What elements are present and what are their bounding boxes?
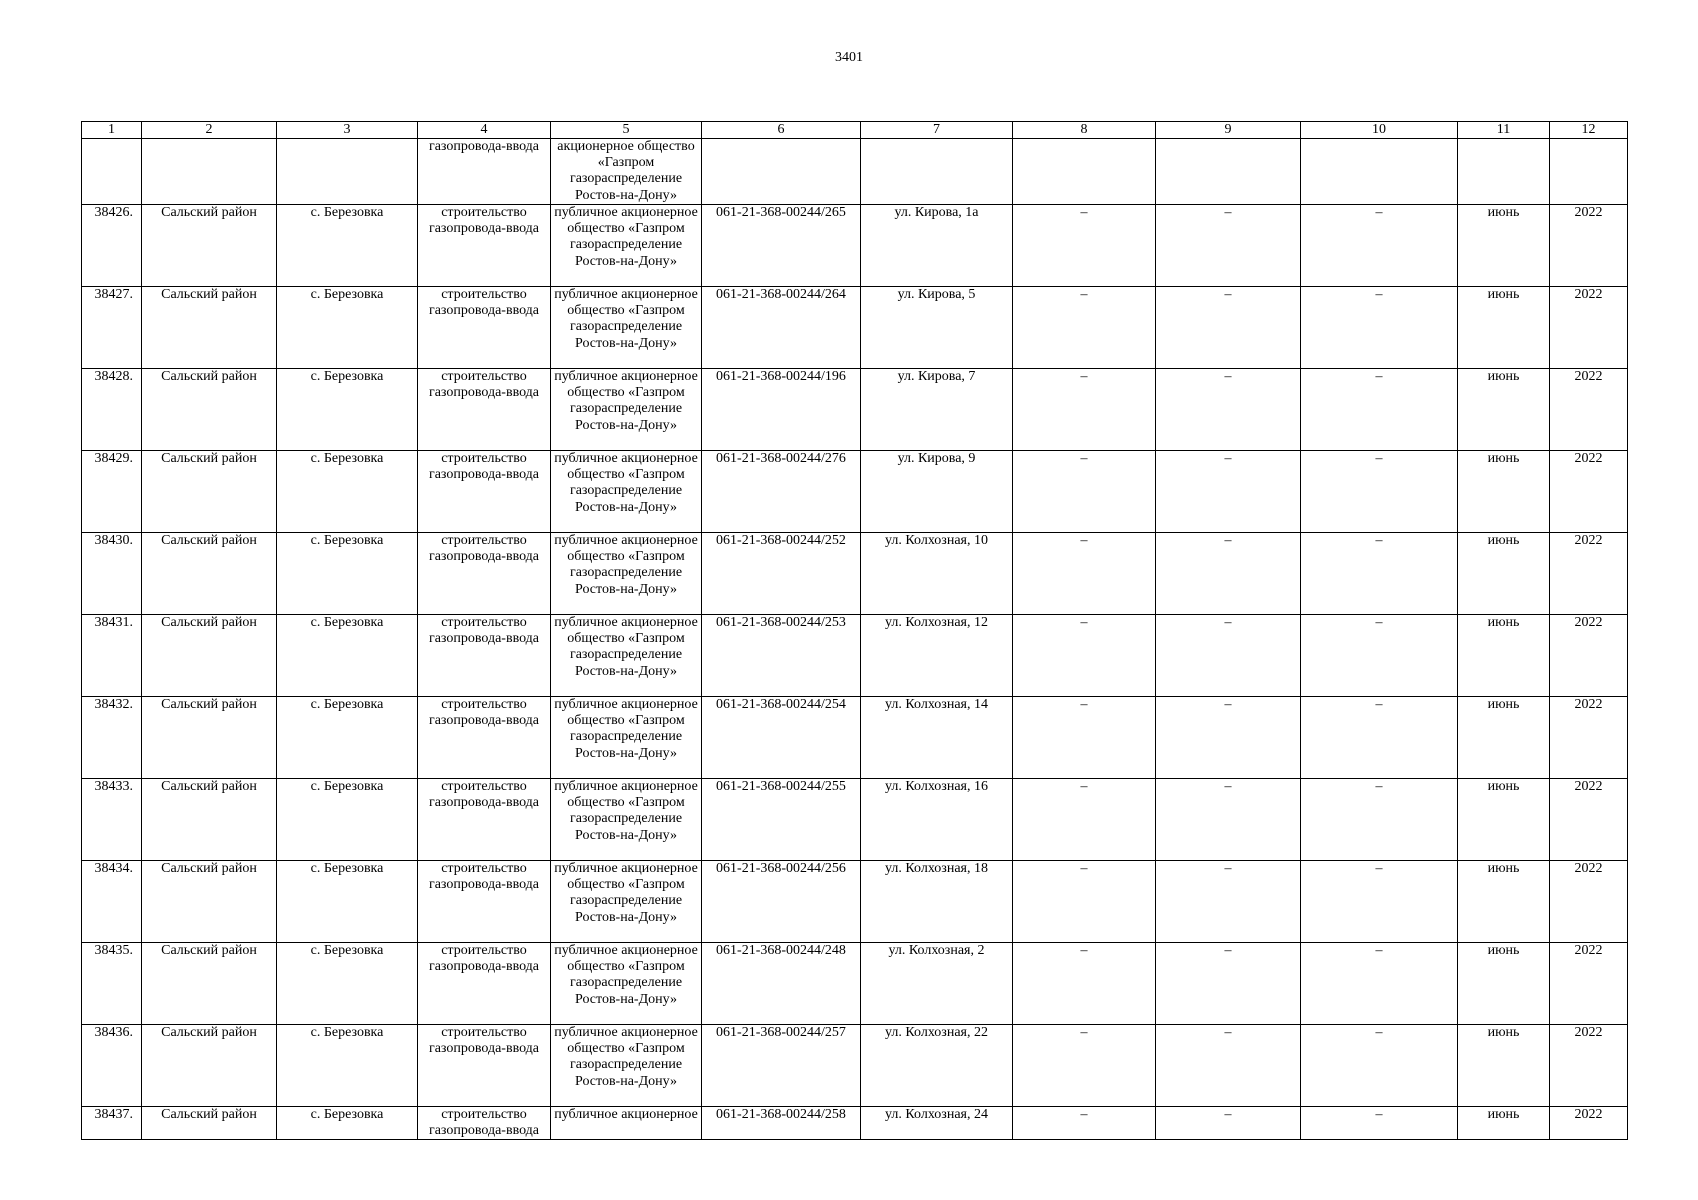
cell-registration-code: 061-21-368-00244/256 xyxy=(702,861,861,943)
column-header: 5 xyxy=(551,122,702,139)
cell-work: строительство газопровода-ввода xyxy=(418,205,551,287)
cell-district: Сальский район xyxy=(142,1025,277,1107)
table-row xyxy=(82,1107,1628,1140)
cell-registration-code: 061-21-368-00244/254 xyxy=(702,697,861,779)
cell-locality: с. Березовка xyxy=(277,451,418,533)
cell-address: ул. Кирова, 7 xyxy=(861,369,1013,451)
column-header: 6 xyxy=(702,122,861,139)
column-header: 12 xyxy=(1550,122,1628,139)
cell-work: строительство газопровода-ввода xyxy=(418,369,551,451)
cell-col8: – xyxy=(1013,451,1156,533)
cell-number: 38434. xyxy=(82,861,142,943)
cell-work: строительство газопровода-ввода xyxy=(418,943,551,1025)
cell-registration-code: 061-21-368-00244/258 xyxy=(702,1107,861,1140)
cell-empty xyxy=(277,139,418,205)
column-header: 3 xyxy=(277,122,418,139)
cell-work: строительство газопровода-ввода xyxy=(418,1107,551,1140)
column-header: 8 xyxy=(1013,122,1156,139)
cell-locality: с. Березовка xyxy=(277,861,418,943)
cell-registration-code: 061-21-368-00244/248 xyxy=(702,943,861,1025)
cell-district: Сальский район xyxy=(142,369,277,451)
cell-col9: – xyxy=(1156,205,1301,287)
cell-registration-code: 061-21-368-00244/252 xyxy=(702,533,861,615)
cell-organization: публичное акционерное общество «Газпром газораспределение Ростов-на-Дону» xyxy=(551,1025,702,1107)
cell-address: ул. Кирова, 1а xyxy=(861,205,1013,287)
table-row xyxy=(82,205,1628,287)
cell-organization: публичное акционерное общество «Газпром газораспределение Ростов-на-Дону» xyxy=(551,205,702,287)
cell-col9: – xyxy=(1156,779,1301,861)
cell-registration-code: 061-21-368-00244/255 xyxy=(702,779,861,861)
column-header: 4 xyxy=(418,122,551,139)
cell-work: строительство газопровода-ввода xyxy=(418,533,551,615)
cell-district: Сальский район xyxy=(142,861,277,943)
cell-district: Сальский район xyxy=(142,615,277,697)
cell-month: июнь xyxy=(1458,615,1550,697)
cell-organization: публичное акционерное общество «Газпром газораспределение Ростов-на-Дону» xyxy=(551,287,702,369)
cell-col9: – xyxy=(1156,615,1301,697)
cell-col8: – xyxy=(1013,861,1156,943)
table-row xyxy=(82,779,1628,861)
cell-col8: – xyxy=(1013,1025,1156,1107)
cell-work: строительство газопровода-ввода xyxy=(418,697,551,779)
cell-col10: – xyxy=(1301,1025,1458,1107)
cell-col8: – xyxy=(1013,533,1156,615)
cell-col8: – xyxy=(1013,1107,1156,1140)
cell-number: 38431. xyxy=(82,615,142,697)
cell-empty xyxy=(702,139,861,205)
cell-empty xyxy=(1013,139,1156,205)
cell-empty xyxy=(1156,139,1301,205)
table-row xyxy=(82,943,1628,1025)
table-row xyxy=(82,697,1628,779)
cell-month: июнь xyxy=(1458,779,1550,861)
cell-work: строительство газопровода-ввода xyxy=(418,451,551,533)
cell-month: июнь xyxy=(1458,1025,1550,1107)
cell-locality: с. Березовка xyxy=(277,369,418,451)
cell-number: 38432. xyxy=(82,697,142,779)
table-row xyxy=(82,615,1628,697)
cell-registration-code: 061-21-368-00244/264 xyxy=(702,287,861,369)
table-row xyxy=(82,369,1628,451)
column-number-row xyxy=(82,122,1628,139)
register-table xyxy=(81,121,1628,1140)
table-row xyxy=(82,533,1628,615)
cell-locality: с. Березовка xyxy=(277,615,418,697)
cell-empty xyxy=(82,139,142,205)
column-header: 2 xyxy=(142,122,277,139)
cell-year: 2022 xyxy=(1550,1025,1628,1107)
cell-registration-code: 061-21-368-00244/257 xyxy=(702,1025,861,1107)
column-header: 11 xyxy=(1458,122,1550,139)
cell-month: июнь xyxy=(1458,533,1550,615)
cell-district: Сальский район xyxy=(142,451,277,533)
cell-empty xyxy=(142,139,277,205)
cell-organization: публичное акционерное общество «Газпром газораспределение Ростов-на-Дону» xyxy=(551,451,702,533)
cell-col10: – xyxy=(1301,615,1458,697)
cell-col9: – xyxy=(1156,451,1301,533)
cell-organization: акционерное общество «Газпром газораспределение Ростов-на-Дону» xyxy=(551,139,702,205)
cell-empty xyxy=(1301,139,1458,205)
cell-address: ул. Колхозная, 10 xyxy=(861,533,1013,615)
cell-address: ул. Колхозная, 18 xyxy=(861,861,1013,943)
cell-col10: – xyxy=(1301,779,1458,861)
table-row-continuation xyxy=(82,139,1628,205)
cell-year: 2022 xyxy=(1550,451,1628,533)
cell-month: июнь xyxy=(1458,1107,1550,1140)
cell-work: строительство газопровода-ввода xyxy=(418,615,551,697)
cell-number: 38427. xyxy=(82,287,142,369)
cell-year: 2022 xyxy=(1550,205,1628,287)
cell-number: 38435. xyxy=(82,943,142,1025)
cell-col9: – xyxy=(1156,1025,1301,1107)
cell-col10: – xyxy=(1301,943,1458,1025)
cell-year: 2022 xyxy=(1550,1107,1628,1140)
cell-district: Сальский район xyxy=(142,779,277,861)
cell-year: 2022 xyxy=(1550,615,1628,697)
cell-locality: с. Березовка xyxy=(277,1025,418,1107)
cell-col8: – xyxy=(1013,779,1156,861)
cell-col8: – xyxy=(1013,287,1156,369)
cell-district: Сальский район xyxy=(142,697,277,779)
column-header: 9 xyxy=(1156,122,1301,139)
table-row xyxy=(82,451,1628,533)
page-number: 3401 xyxy=(835,50,863,65)
cell-col10: – xyxy=(1301,205,1458,287)
cell-address: ул. Колхозная, 24 xyxy=(861,1107,1013,1140)
cell-work: строительство газопровода-ввода xyxy=(418,861,551,943)
cell-organization: публичное акционерное общество «Газпром газораспределение Ростов-на-Дону» xyxy=(551,779,702,861)
table-row xyxy=(82,861,1628,943)
cell-number: 38426. xyxy=(82,205,142,287)
column-header: 7 xyxy=(861,122,1013,139)
column-header: 1 xyxy=(82,122,142,139)
cell-month: июнь xyxy=(1458,205,1550,287)
cell-col10: – xyxy=(1301,451,1458,533)
cell-col10: – xyxy=(1301,861,1458,943)
table-row xyxy=(82,287,1628,369)
cell-locality: с. Березовка xyxy=(277,1107,418,1140)
cell-locality: с. Березовка xyxy=(277,943,418,1025)
cell-work: газопровода-ввода xyxy=(418,139,551,205)
cell-address: ул. Колхозная, 14 xyxy=(861,697,1013,779)
cell-locality: с. Березовка xyxy=(277,779,418,861)
cell-col10: – xyxy=(1301,287,1458,369)
cell-address: ул. Колхозная, 16 xyxy=(861,779,1013,861)
cell-district: Сальский район xyxy=(142,533,277,615)
cell-empty xyxy=(1550,139,1628,205)
cell-col9: – xyxy=(1156,861,1301,943)
cell-district: Сальский район xyxy=(142,943,277,1025)
cell-month: июнь xyxy=(1458,369,1550,451)
cell-year: 2022 xyxy=(1550,697,1628,779)
cell-registration-code: 061-21-368-00244/196 xyxy=(702,369,861,451)
cell-district: Сальский район xyxy=(142,1107,277,1140)
cell-organization: публичное акционерное общество «Газпром газораспределение Ростов-на-Дону» xyxy=(551,697,702,779)
cell-locality: с. Березовка xyxy=(277,697,418,779)
column-header: 10 xyxy=(1301,122,1458,139)
cell-col10: – xyxy=(1301,697,1458,779)
cell-month: июнь xyxy=(1458,287,1550,369)
cell-year: 2022 xyxy=(1550,779,1628,861)
cell-col9: – xyxy=(1156,1107,1301,1140)
cell-month: июнь xyxy=(1458,861,1550,943)
cell-registration-code: 061-21-368-00244/276 xyxy=(702,451,861,533)
cell-number: 38436. xyxy=(82,1025,142,1107)
cell-work: строительство газопровода-ввода xyxy=(418,1025,551,1107)
cell-year: 2022 xyxy=(1550,533,1628,615)
cell-locality: с. Березовка xyxy=(277,287,418,369)
cell-col10: – xyxy=(1301,369,1458,451)
cell-col9: – xyxy=(1156,287,1301,369)
cell-number: 38428. xyxy=(82,369,142,451)
cell-organization: публичное акционерное xyxy=(551,1107,702,1140)
cell-number: 38430. xyxy=(82,533,142,615)
cell-col8: – xyxy=(1013,697,1156,779)
cell-address: ул. Колхозная, 12 xyxy=(861,615,1013,697)
table-row xyxy=(82,1025,1628,1107)
cell-col8: – xyxy=(1013,943,1156,1025)
cell-col10: – xyxy=(1301,1107,1458,1140)
cell-registration-code: 061-21-368-00244/253 xyxy=(702,615,861,697)
cell-address: ул. Колхозная, 2 xyxy=(861,943,1013,1025)
cell-work: строительство газопровода-ввода xyxy=(418,287,551,369)
cell-locality: с. Березовка xyxy=(277,533,418,615)
cell-address: ул. Колхозная, 22 xyxy=(861,1025,1013,1107)
cell-col8: – xyxy=(1013,615,1156,697)
cell-month: июнь xyxy=(1458,451,1550,533)
cell-organization: публичное акционерное общество «Газпром газораспределение Ростов-на-Дону» xyxy=(551,533,702,615)
cell-number: 38429. xyxy=(82,451,142,533)
cell-empty xyxy=(861,139,1013,205)
cell-col9: – xyxy=(1156,533,1301,615)
cell-col8: – xyxy=(1013,205,1156,287)
cell-work: строительство газопровода-ввода xyxy=(418,779,551,861)
cell-year: 2022 xyxy=(1550,287,1628,369)
cell-year: 2022 xyxy=(1550,861,1628,943)
cell-year: 2022 xyxy=(1550,943,1628,1025)
cell-month: июнь xyxy=(1458,697,1550,779)
cell-month: июнь xyxy=(1458,943,1550,1025)
cell-organization: публичное акционерное общество «Газпром газораспределение Ростов-на-Дону» xyxy=(551,615,702,697)
cell-col9: – xyxy=(1156,943,1301,1025)
cell-organization: публичное акционерное общество «Газпром газораспределение Ростов-на-Дону» xyxy=(551,943,702,1025)
cell-district: Сальский район xyxy=(142,205,277,287)
cell-col9: – xyxy=(1156,369,1301,451)
cell-col9: – xyxy=(1156,697,1301,779)
cell-organization: публичное акционерное общество «Газпром газораспределение Ростов-на-Дону» xyxy=(551,369,702,451)
cell-col10: – xyxy=(1301,533,1458,615)
cell-address: ул. Кирова, 9 xyxy=(861,451,1013,533)
cell-number: 38433. xyxy=(82,779,142,861)
cell-address: ул. Кирова, 5 xyxy=(861,287,1013,369)
cell-locality: с. Березовка xyxy=(277,205,418,287)
cell-col8: – xyxy=(1013,369,1156,451)
cell-empty xyxy=(1458,139,1550,205)
cell-organization: публичное акционерное общество «Газпром газораспределение Ростов-на-Дону» xyxy=(551,861,702,943)
cell-number: 38437. xyxy=(82,1107,142,1140)
cell-registration-code: 061-21-368-00244/265 xyxy=(702,205,861,287)
cell-year: 2022 xyxy=(1550,369,1628,451)
cell-district: Сальский район xyxy=(142,287,277,369)
